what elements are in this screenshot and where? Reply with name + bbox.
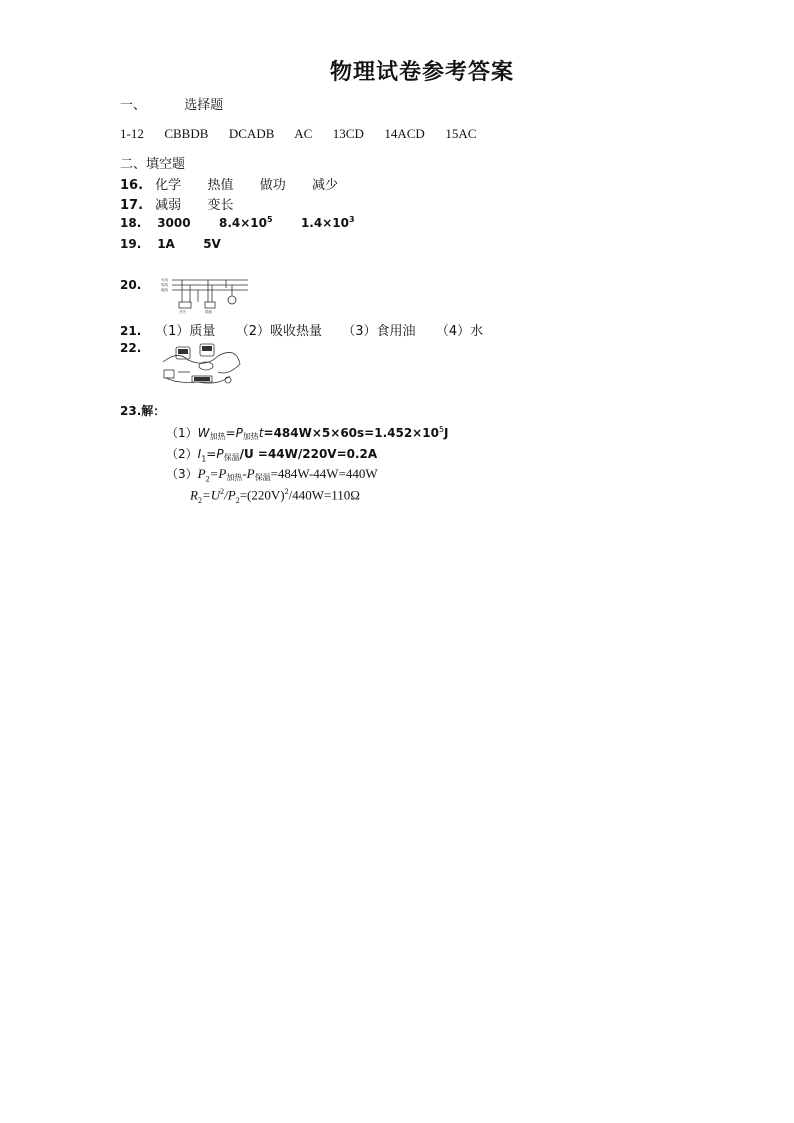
page-title: 物理试卷参考答案: [329, 60, 514, 85]
answer: 3000: [157, 216, 191, 230]
answer: 5V: [203, 237, 221, 251]
solution-line-4: $R_2=U^2/P_2=(220V)^2/440W=110\Omega$: [190, 487, 360, 505]
ground-wire-label: 地线: [161, 288, 168, 292]
solution-line-3: $(3)P_2=P$加热-P保温=484W-44W=440W: [166, 466, 378, 484]
mc-answer: 13CD: [332, 126, 364, 141]
answer: 减少: [312, 178, 339, 193]
question-19: [120, 237, 221, 251]
circuit-picture: [158, 342, 244, 394]
mc-range: 1-12: [120, 126, 144, 141]
section1-title: 选择题: [184, 98, 224, 113]
live-wire-label: 火线: [161, 278, 168, 282]
question-number: 19.: [120, 237, 142, 251]
answer: 做功: [259, 178, 286, 193]
answer: （4）水: [435, 324, 484, 339]
mc-answers: [120, 126, 476, 142]
mc-answer: AC: [294, 126, 313, 141]
question-number-22: 22.: [120, 341, 142, 355]
answer: （2）吸收热量: [235, 324, 322, 339]
socket-label: 插座: [205, 310, 212, 314]
question-number: 21.: [120, 324, 142, 338]
mc-answer: CBBDB: [164, 126, 209, 141]
question-21: [120, 320, 483, 339]
answer: （1）质量: [155, 324, 216, 339]
solution-line-1: （1）W加热=P加热$t=484W\times 5\times 60s=1.452\times 10^5J$: [166, 425, 449, 441]
mc-answer: 14ACD: [384, 126, 425, 141]
answer: 1A: [157, 237, 175, 251]
question-number: 16.: [120, 178, 144, 193]
answer: （3）食用油: [342, 324, 416, 339]
answer: $1.4\times 10^3$: [300, 215, 355, 230]
question-18: [120, 215, 355, 230]
section2-heading: 二、填空题: [120, 157, 186, 172]
question-number-23: 23.解：: [120, 404, 166, 418]
section1-number: 一、: [120, 98, 147, 113]
answer: $8.4\times 10^5$: [218, 215, 273, 230]
mc-answer: DCADB: [228, 126, 275, 141]
answer: 化学: [155, 178, 182, 193]
neutral-wire-label: 零线: [161, 283, 168, 287]
solution-line-2: $(2)I_1=P$保温/U =44W/220V=0.2A: [166, 447, 378, 464]
section1-heading: [120, 94, 223, 113]
question-number: 17.: [120, 198, 144, 213]
question-number: 18.: [120, 216, 142, 230]
question-number-20: 20.: [120, 278, 142, 292]
question-17: [120, 194, 233, 213]
switch-label: 开关: [179, 310, 186, 314]
question-16: [120, 174, 338, 193]
answer: 减弱: [155, 198, 182, 213]
answer: 热值: [207, 178, 234, 193]
answer: 变长: [207, 198, 234, 213]
mc-answer: 15AC: [445, 126, 477, 141]
wiring-diagram: [160, 276, 252, 316]
